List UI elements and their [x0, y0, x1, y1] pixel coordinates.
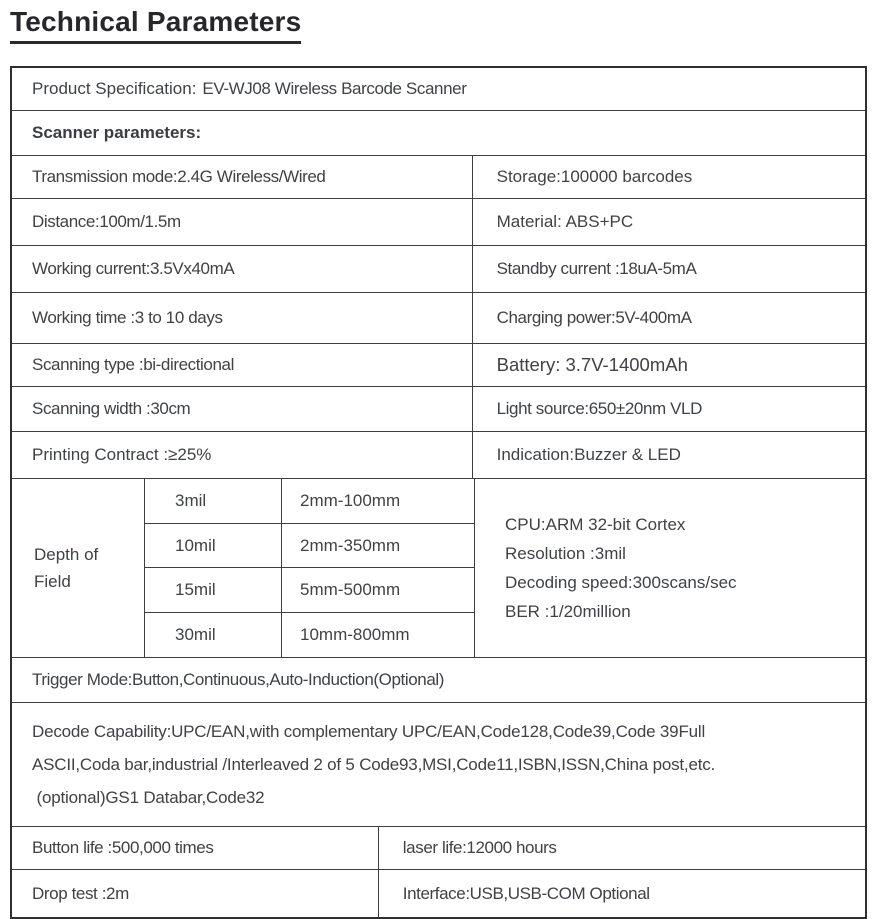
spec-cell-button-life	[12, 827, 379, 869]
depth-range-value: 2mm-350mm	[300, 535, 401, 555]
spec-text: Interface:USB,USB-COM Optional	[402, 883, 650, 903]
spec-text: Charging power:5V-400mA	[496, 308, 692, 328]
spec-text: Transmission mode:2.4G Wireless/Wired	[32, 167, 326, 187]
depth-subrow-10mil	[145, 524, 474, 569]
product-spec-value: EV-WJ08 Wireless Barcode Scanner	[202, 79, 467, 99]
spec-cell-charging-power	[473, 293, 865, 343]
spec-text: Working time :3 to 10 days	[32, 308, 223, 328]
depth-subrow-3mil	[145, 479, 474, 524]
depth-range-value: 5mm-500mm	[300, 580, 401, 600]
depth-mil-value: 3mil	[145, 479, 282, 523]
spec-cell-scanning-width	[12, 387, 473, 431]
spec-text: Standby current :18uA-5mA	[496, 259, 697, 279]
spec-cell-laser-life	[379, 827, 865, 869]
spec-row-printing-contract	[12, 432, 865, 479]
depth-mil-value: 30mil	[145, 613, 282, 657]
section-header-row	[12, 111, 865, 156]
spec-text: Distance:100m/1.5m	[32, 212, 181, 232]
section-header-cell	[12, 111, 213, 155]
spec-text: Indication:Buzzer & LED	[496, 445, 681, 465]
trigger-mode-row	[12, 658, 865, 703]
product-spec-label: Product Specification:	[32, 79, 197, 99]
spec-text: Button life :500,000 times	[32, 838, 214, 858]
depth-subrow-15mil	[145, 568, 474, 613]
spec-cell-working-time	[12, 293, 473, 343]
spec-cell-storage	[473, 156, 865, 198]
depth-of-field-grid	[145, 479, 475, 657]
page-title: Technical Parameters	[10, 6, 301, 44]
depth-of-field-label: Depth of Field	[12, 479, 145, 657]
product-spec-cell	[12, 68, 478, 110]
spec-text: Light source:650±20nm VLD	[496, 399, 702, 419]
decode-capability-row	[12, 703, 865, 827]
spec-cell-scanning-type	[12, 344, 473, 386]
spec-text: Battery: 3.7V-1400mAh	[496, 354, 688, 376]
spec-row-transmission	[12, 156, 865, 199]
depth-range-value: 10mm-800mm	[300, 625, 410, 645]
spec-row-button-life	[12, 827, 865, 870]
spec-text: Scanning type :bi-directional	[32, 355, 234, 375]
spec-row-scanning-type	[12, 344, 865, 387]
decode-capability-line: ASCII,Coda bar,industrial /Interleaved 2 of 5 Code93,MSI,Code11,ISBN,ISSN,China post,etc.	[32, 755, 716, 774]
spec-cell-material	[473, 199, 865, 245]
spec-cell-indication	[473, 432, 865, 478]
spec-row-scanning-width	[12, 387, 865, 432]
depth-of-field-row	[12, 479, 865, 658]
spec-cell-standby-current	[473, 246, 865, 292]
spec-row-working-time	[12, 293, 865, 344]
spec-text: Storage:100000 barcodes	[496, 167, 693, 187]
depth-range-value: 2mm-100mm	[300, 490, 401, 510]
spec-cell-battery	[473, 344, 865, 386]
technical-parameters-table	[10, 66, 867, 919]
trigger-mode-cell	[12, 658, 456, 702]
depth-mil-value: 15mil	[145, 568, 282, 612]
depth-mil-value: 10mil	[145, 524, 282, 568]
spec-text: Drop test :2m	[32, 883, 129, 903]
section-header-text: Scanner parameters:	[32, 123, 202, 143]
spec-text: Working current:3.5Vx40mA	[32, 259, 235, 279]
spec-cell-light-source	[473, 387, 865, 431]
depth-subrow-30mil	[145, 613, 474, 657]
decode-capability-line: (optional)GS1 Databar,Code32	[32, 788, 265, 807]
decode-capability-line: Decode Capability:UPC/EAN,with complementary UPC/EAN,Code128,Code39,Code 39Full	[32, 722, 706, 741]
spec-cell-printing-contract	[12, 432, 473, 478]
resolution-line: Resolution :3mil	[505, 543, 626, 563]
spec-text: Material: ABS+PC	[496, 212, 634, 232]
spec-text: Printing Contract :≥25%	[32, 445, 212, 465]
spec-text: laser life:12000 hours	[402, 838, 557, 858]
spec-cell-transmission	[12, 156, 473, 198]
spec-row-distance	[12, 199, 865, 246]
cpu-line: CPU:ARM 32-bit Cortex	[505, 514, 686, 534]
spec-cell-working-current	[12, 246, 473, 292]
trigger-mode-text: Trigger Mode:Button,Continuous,Auto-Induction(Optional)	[32, 670, 445, 690]
decoding-speed-line: Decoding speed:300scans/sec	[505, 572, 737, 592]
spec-text: Scanning width :30cm	[32, 399, 191, 419]
spec-row-working-current	[12, 246, 865, 293]
ber-line: BER :1/20million	[505, 601, 631, 621]
cpu-specs-cell	[475, 479, 865, 657]
product-spec-row	[12, 68, 865, 111]
decode-capability-cell	[12, 703, 865, 826]
spec-cell-distance	[12, 199, 473, 245]
